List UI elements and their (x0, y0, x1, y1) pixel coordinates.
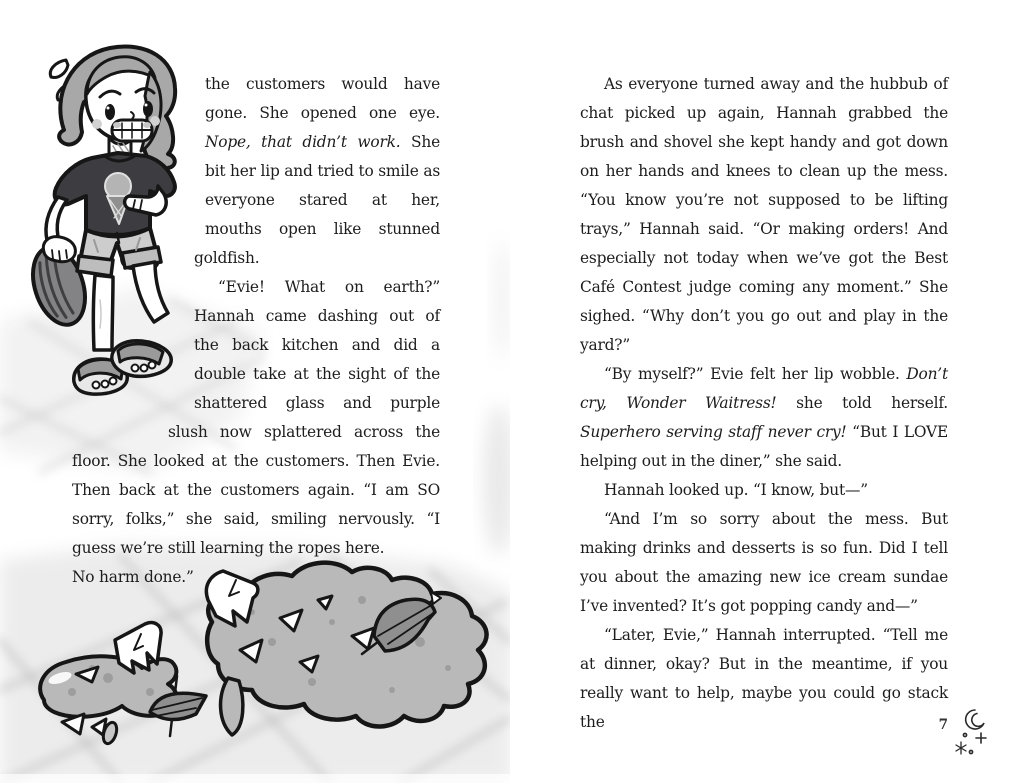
paragraph (72, 563, 440, 592)
paragraph (580, 476, 948, 505)
text-wrap-spacer (72, 418, 168, 447)
text-run: “And I’m so sorry about the mess. But making drinks and desserts is so fun. Did I tell you about the amazing new ice cream sundae I’ve invented? It’s got popping candy and—” (580, 510, 948, 615)
text-run: As everyone turned away and the hubbub of chat picked up again, Hannah grabbed the brush and shovel she kept handy and got down on her hands and knees to clean up the mess. “You know you’re not supposed to be lifting trays,” Hannah said. “Or making orders! And especially not today when we’ve got the Best Café Contest judge coming any moment.” She sighed. “Why don’t you go out and play in the yard?” (580, 75, 948, 354)
left-hand (43, 237, 75, 262)
left-arm (46, 197, 67, 241)
paragraph (580, 70, 948, 360)
italic-text-run: Nope, that didn’t work. (205, 133, 401, 151)
text-wrap-spacer (72, 70, 205, 244)
paragraph (580, 360, 948, 476)
moon-and-sparkles-doodle-icon (952, 707, 992, 759)
italic-text-run: Don’t cry, Wonder Waitress! (580, 365, 948, 412)
right-page-text (580, 70, 948, 731)
page-gutter-shadow (483, 240, 510, 555)
page-footer (939, 707, 992, 759)
paragraph (580, 621, 948, 737)
text-run: “Evie! What on earth?” Hannah came dashing out of the back kitchen and did a double take at the sight of the shattered glass and purple slush now splattered across the floor. She looked at the customers. Then Evie. Then back at the customers again. “I am SO sorry, folks,” she said, smiling nervously. “I guess we’re still learning the ropes here. (72, 278, 440, 557)
right-page (510, 0, 1020, 783)
text-run: she told herself. (776, 394, 948, 412)
text-run: the customers would have gone. She opened one eye. (205, 75, 440, 122)
text-run: Hannah looked up. “I know, but—” (604, 481, 868, 499)
italic-text-run: Superhero serving staff never cry! (580, 423, 847, 441)
text-run: She bit her lip and tried to smile as everyone stared at her, mouths open like stunned goldfish. (194, 133, 441, 267)
text-run: “But I LOVE helping out in the diner,” she said. (580, 423, 948, 470)
text-run: “By myself?” Evie felt her lip wobble. (604, 365, 907, 383)
paragraph (580, 505, 948, 621)
page-number: 7 (938, 717, 948, 733)
text-run: No harm done.” (72, 568, 194, 586)
left-page-text (72, 70, 440, 770)
text-run: “Later, Evie,” Hannah interrupted. “Tell me at dinner, okay? But in the meantime, if you really want to help, maybe you could go stack the (580, 626, 948, 731)
text-wrap-spacer (72, 244, 194, 418)
